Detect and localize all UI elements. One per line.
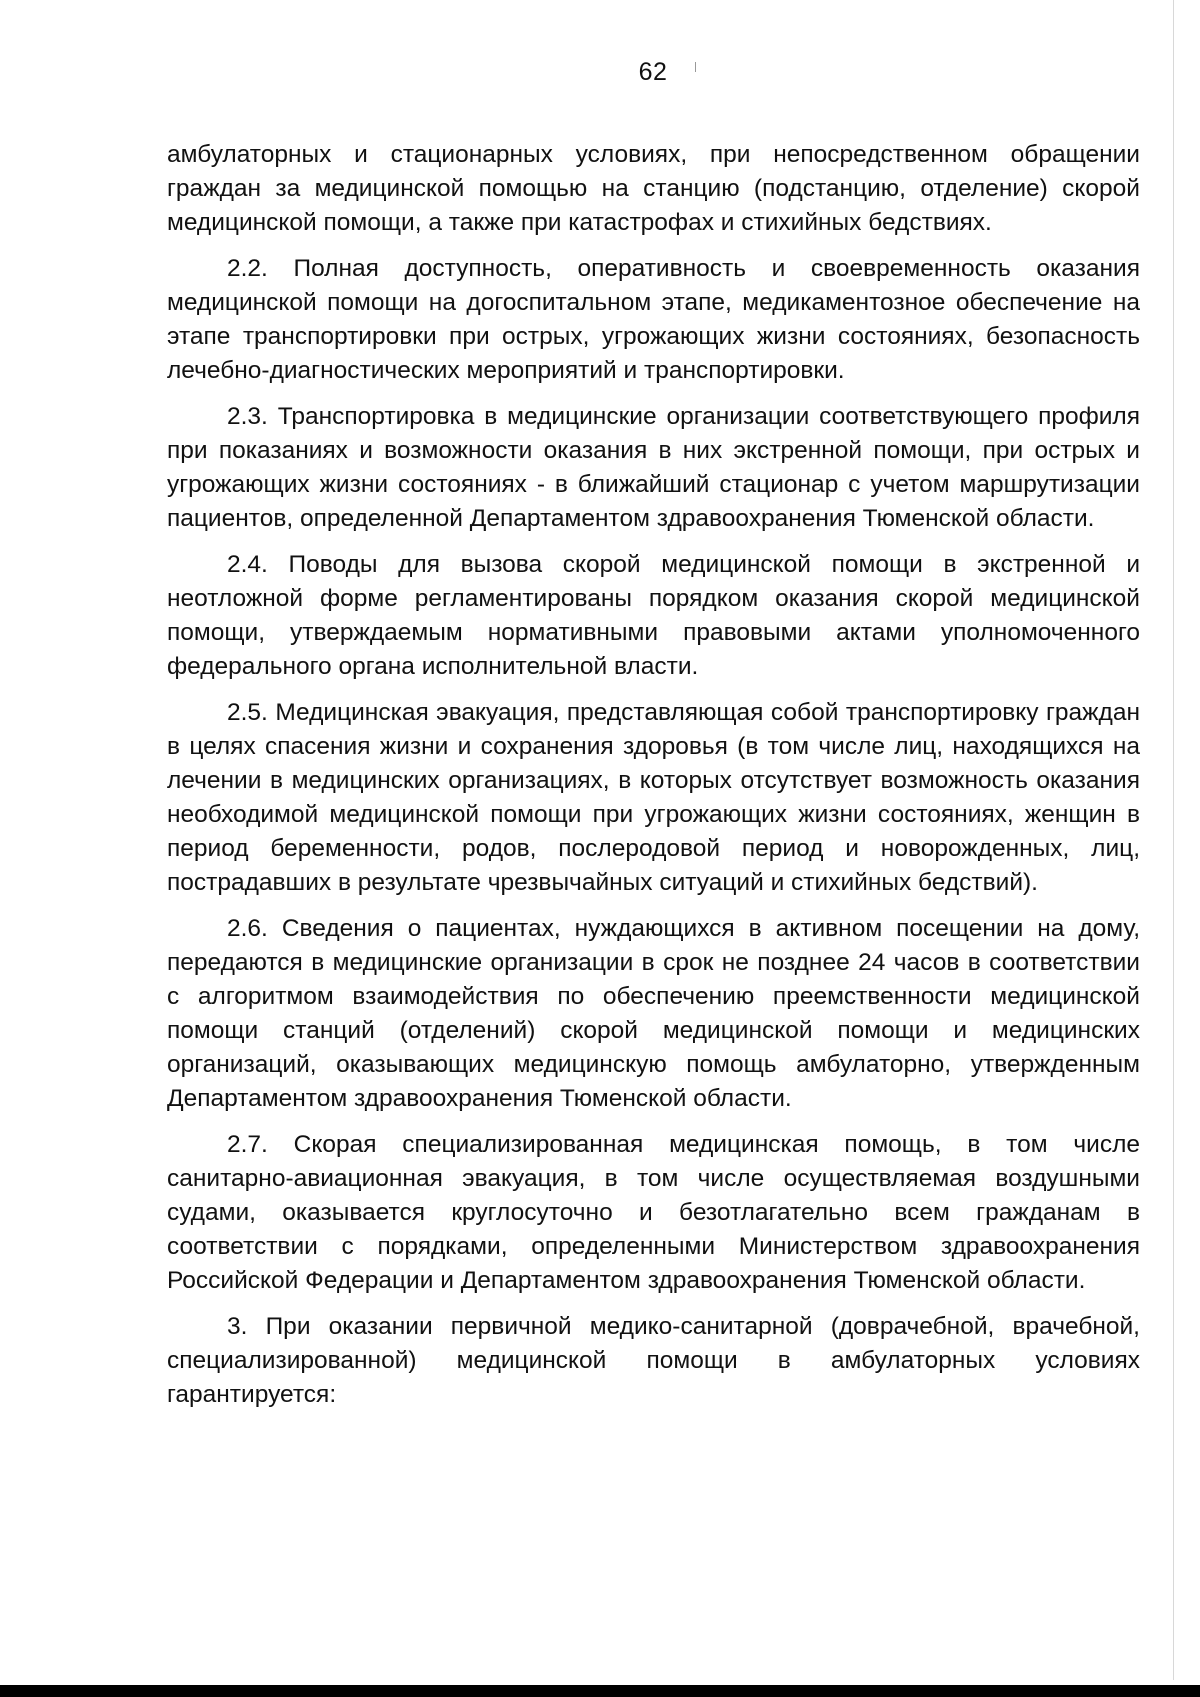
document-body [167, 138, 1140, 1424]
page-number: 62 [638, 58, 668, 86]
scan-mark [695, 62, 696, 72]
paragraph-continuation: амбулаторных и стационарных условиях, при непосредственном обращении граждан за медицинской помощью на станцию (подстанцию, отделение) скорой медицинской помощи, а также при катастрофах и стихийных бедствиях. [167, 141, 1140, 236]
paragraph-3: 3. При оказании первичной медико-санитарной (доврачебной, врачебной, специализированной) медицинской помощи в амбулаторных условиях гарантируется: [167, 1313, 1140, 1408]
paragraph-2-5: 2.5. Медицинская эвакуация, представляющая собой транспортировку граждан в целях спасения жизни и сохранения здоровья (в том числе лиц, находящихся на лечении в медицинских организациях, в которых отсутствует возможность оказания необходимой медицинской помощи при угрожающих жизни состояниях, женщин в период беременности, родов, послеродовой период и новорожденных, лиц, пострадавших в результате чрезвычайных ситуаций и стихийных бедствий). [167, 699, 1140, 896]
paragraph-2-4: 2.4. Поводы для вызова скорой медицинской помощи в экстренной и неотложной форме регламентированы порядком оказания скорой медицинской помощи, утверждаемым нормативными правовыми актами уполномоченного федерального органа исполнительной власти. [167, 551, 1140, 680]
paragraph-2-7: 2.7. Скорая специализированная медицинская помощь, в том числе санитарно-авиационная эвакуация, в том числе осуществляемая воздушными судами, оказывается круглосуточно и безотлагательно всем гражданам в соответствии с порядками, определенными Министерством здравоохранения Российской Федерации и Департаментом здравоохранения Тюменской области. [167, 1131, 1140, 1294]
paragraph-2-3: 2.3. Транспортировка в медицинские организации соответствующего профиля при показаниях и возможности оказания в них экстренной помощи, при острых и угрожающих жизни состояниях - в ближайший стационар с учетом маршрутизации пациентов, определенной Департаментом здравоохранения Тюменской области. [167, 403, 1140, 532]
scan-bottom-border [0, 1685, 1200, 1697]
paragraph-2-2: 2.2. Полная доступность, оперативность и своевременность оказания медицинской помощи на догоспитальном этапе, медикаментозное обеспечение на этапе транспортировки при острых, угрожающих жизни состояниях, безопасность лечебно-диагностических мероприятий и транспортировки. [167, 255, 1140, 384]
paragraph-2-6: 2.6. Сведения о пациентах, нуждающихся в активном посещении на дому, передаются в медицинские организации в срок не позднее 24 часов в соответствии с алгоритмом взаимодействия по обеспечению преемственности медицинской помощи станций (отделений) скорой медицинской помощи и медицинских организаций, оказывающих медицинскую помощь амбулаторно, утвержденным Департаментом здравоохранения Тюменской области. [167, 915, 1140, 1112]
scan-edge-line [1173, 0, 1174, 1680]
